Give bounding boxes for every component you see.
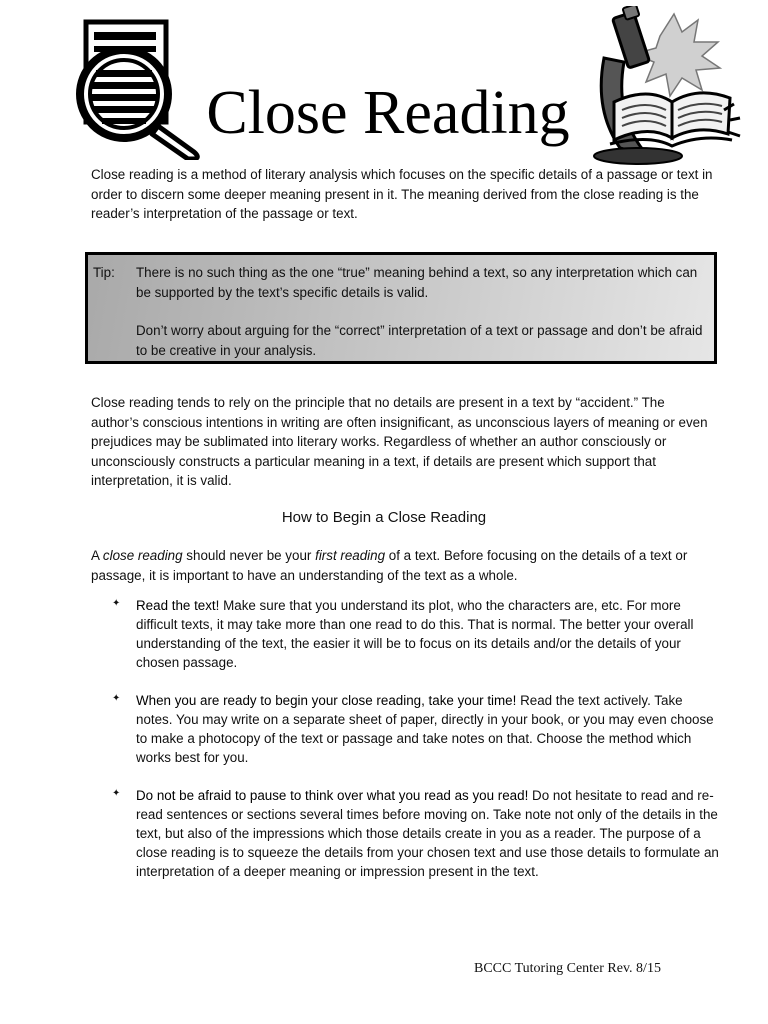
principle-paragraph: Close reading tends to rely on the principle that no details are present in a text by “accident.” The author’s conscious intentions in writing are often insignificant, as unconscious layers of meaning or even prejudices may be sublimated into literary works. Regardless of whether an author consciously or unconsciously constructs a particular meaning in a text, if details are present which support that interpretation, it is valid. [91, 395, 708, 488]
star-bullet-icon: ✦ [112, 693, 121, 704]
intro-emphasis: first reading [315, 548, 386, 563]
star-bullet-icon: ✦ [112, 788, 121, 799]
bullet-lead: When you are ready to begin your close reading, take your time! [136, 693, 517, 708]
tip-box [85, 252, 717, 364]
intro-text: A [91, 548, 103, 563]
tips-list [110, 596, 720, 900]
intro-text: of a text. Before focusing on the details of a text or passage, it is important to have an understanding of the text as a whole. [91, 548, 688, 583]
list-item [110, 786, 720, 881]
list-item [110, 691, 720, 767]
bullet-text: ! Make sure that you understand its plot, who the characters are, etc. For more difficult texts, it may take more than one read to do this. That is normal. The better your overall understanding of the text, the easier it will be to focus on its details and/or the details of your chosen passage. [136, 598, 694, 670]
page-title: Close Reading [206, 79, 570, 147]
tip-content [136, 263, 714, 360]
intro-emphasis: close reading [102, 548, 183, 563]
section-heading: How to Begin a Close Reading [281, 509, 487, 526]
bullet-text: Read the text actively. Take notes. You may write on a separate sheet of paper, directly in your book, or you may even choose to make a photocopy of the text or passage and take notes on that. Choose the method which works best for you. [136, 693, 714, 765]
section-intro-paragraph [91, 546, 716, 585]
footer-credit: BCCC Tutoring Center Rev. 8/15 [474, 961, 661, 976]
tip-line: Don’t worry about arguing for the “correct” interpretation of a text or passage and don’t be afraid to be creative in your analysis. [136, 323, 703, 358]
star-bullet-icon: ✦ [112, 598, 121, 609]
bullet-text: Do not hesitate to read and re-read sentences or sections several times before moving on. Take note not only of the details in the text, but also of the impressions which those details create in you as a reader. The purpose of a close reading is to squeeze the details from your chosen text and use those details to formulate an interpretation of a deeper meaning or impression present in the text. [136, 788, 719, 879]
bullet-lead: Do not be afraid to pause to think over what you read as you read! [136, 788, 529, 803]
tip-line: There is no such thing as the one “true” meaning behind a text, so any interpretation which can be supported by the text’s specific details is valid. [136, 265, 698, 300]
intro-text: should never be your [182, 548, 316, 563]
tip-label: Tip: [93, 265, 115, 280]
bullet-lead: Read the text [136, 598, 216, 613]
list-item [110, 596, 720, 672]
microscope-with-open-book-icon [590, 6, 742, 166]
intro-paragraph: Close reading is a method of literary analysis which focuses on the specific details of a passage or text in order to discern some deeper meaning present in it. The meaning derived from the close reading is the reader’s interpretation of the passage or text. [91, 167, 713, 221]
